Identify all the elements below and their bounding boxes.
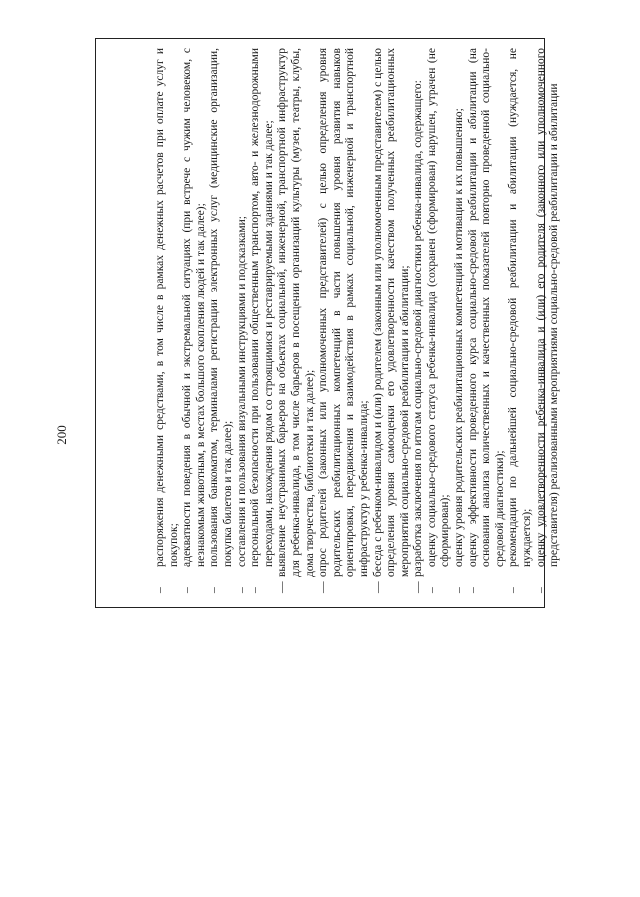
list-item	[276, 48, 317, 593]
list-marker: —	[371, 581, 384, 593]
list-marker: —	[412, 581, 425, 593]
list-item	[453, 48, 467, 593]
list-item-text: выявление неустранимых барьеров на объектах социальной, инженерной, транспортной инфраструктур для ребенка-инвалида, в том числе барьеров в посещении организаций культуры (музеи, театры, клубы, дома творчества, библиотеки и так далее);	[276, 48, 316, 577]
list-item	[426, 48, 453, 593]
list-item-text: оценку эффективности проведенного курса социально-средовой реабилитации и абилитации (на основании анализа количественных и качественных показателей повторно проведенной социально-средовой диагностики);	[466, 48, 506, 567]
list-marker: –	[235, 587, 248, 593]
list-marker: —	[317, 581, 330, 593]
list-item-text: рекомендации по дальнейшей социально-средовой реабилитации и абилитации (нуждается, не нуждается);	[507, 48, 534, 567]
list-item-text: опрос родителей (законных или уполномоченных представителей) с целью определения уровня родительских реабилитационных компетенций в части повышения уровня развития навыков ориентировки, передвижения и взаимодействия в рамках социальной, инженерной и транспортной инфраструктур у ребенка-инвалида;	[317, 48, 370, 577]
list-marker: –	[453, 587, 466, 593]
list-item	[236, 48, 250, 593]
list-item	[249, 48, 276, 593]
list-item	[181, 48, 208, 593]
list-item-text: оценку социально-средового статуса ребенка-инвалида (сохранен (сформирован) нарушен, утрачен (не сформирован);	[425, 48, 452, 567]
list-item	[317, 48, 371, 593]
list-item-text: оценку уровня родительских реабилитационных компетенций и мотивации к их повышению;	[453, 108, 466, 567]
list-marker: —	[276, 581, 289, 593]
list-item	[467, 48, 508, 593]
list-item	[154, 48, 181, 593]
list-item	[208, 48, 235, 593]
list-marker: –	[466, 587, 479, 593]
list-item	[372, 48, 413, 593]
list-item-text: составления и пользования визуальными инструкциями и подсказками;	[235, 216, 248, 567]
rotated-page	[95, 38, 561, 608]
list-marker: –	[507, 587, 520, 593]
list-item-text: пользования банкоматом, терминалами регистрации электронных услуг (медицинские организации, покупка билетов и так далее);	[208, 48, 234, 567]
list-item	[507, 48, 534, 593]
list-marker: –	[425, 587, 438, 593]
list-item-text: адекватности поведения в обычной и экстремальной ситуациях (при встрече с чужим человеком, с незнакомым животным, в местах большого скопления людей и так далее);	[181, 48, 207, 567]
list-marker: –	[181, 587, 194, 593]
list-item-text: персональной безопасности при пользовании общественным транспортом, авто- и железнодорожными переходами, нахождения рядом со строящимися и реставрируемыми зданиями и так далее;	[249, 48, 275, 567]
page-number: 200	[54, 425, 69, 445]
page-number-wrapper	[47, 415, 77, 455]
list-marker: –	[154, 587, 166, 593]
list-item-text: разработка заключения по итогам социально-средовой диагностики ребенка-инвалида, содержащего:	[412, 80, 425, 577]
table-cell-content	[154, 48, 562, 593]
list-item-text: распоряжения денежными средствами, в том числе в рамках денежных расчетов при оплате услуг и покупок;	[154, 48, 180, 567]
list-marker: –	[208, 587, 221, 593]
list-marker: –	[249, 587, 262, 593]
list-item	[412, 48, 426, 593]
list-marker: –	[534, 587, 547, 593]
list-item	[535, 48, 562, 593]
list-item-text: оценку удовлетворенности ребенка-инвалида и (или) его родителя (законного или уполномоченного представителя) реализованными мероприятиями социально-средовой реабилитации и абилитации	[534, 48, 561, 567]
list-item-text: беседа с ребенком-инвалидом и (или) родителем (законным или уполномоченным представителем) с целью определения уровня самооценки его удовлетворенности качеством полученных реабилитационных мероприятий социально-средовой реабилитации и абилитации;	[371, 48, 411, 577]
table-frame	[95, 38, 561, 608]
